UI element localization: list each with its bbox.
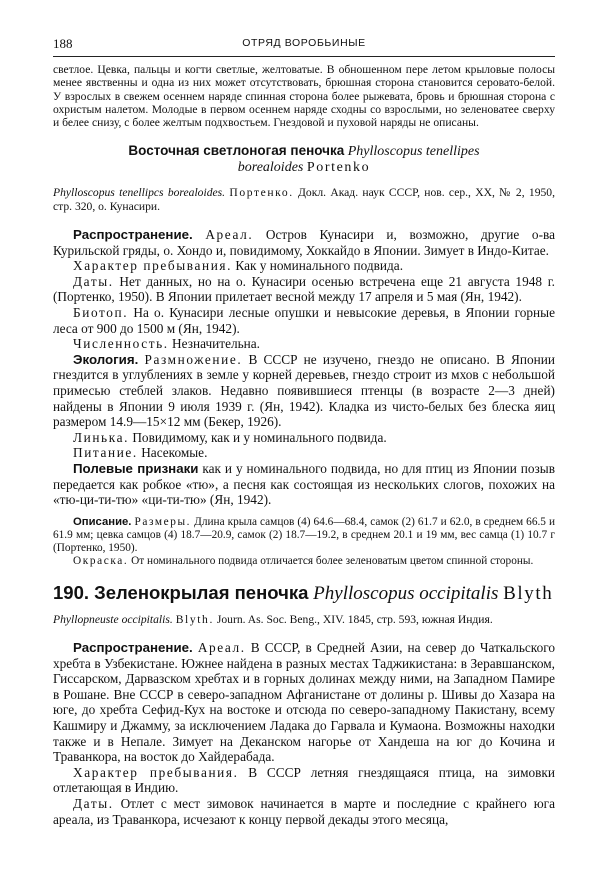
species-reference [53, 613, 555, 626]
intro-paragraph: светлое. Цевка, пальцы и когти светлые, желтоватые. В обношенном пере летом крыловые полосы менее явственны и одна из них может отсутствовать, брюшная сторона становится серовато-белой. У взрослых в свежем осеннем наряде спинная сторона более рыжевата, бровь и брюшная сторона с охристым налетом. Молодые в первом осеннем наряде сходны со взрослыми, но зеленоватее сверху и белее снизу, с более желтым подхвостьем. Гнездовой и пуховой наряды не описаны. [53, 63, 555, 130]
running-title: ОТРЯД ВОРОБЬИНЫЕ [242, 37, 366, 49]
distribution-label: Распространение. [73, 227, 193, 243]
subspecies-title-author: Portenko [306, 160, 371, 176]
stay-label: Характер пребывания. [73, 258, 233, 274]
subspecies-reference [53, 186, 555, 213]
biotope-label: Биотоп. [73, 305, 129, 321]
areal-label: Ареал. [205, 227, 254, 243]
coloration-text: От номинального подвида отличается более зеленоватым цветом спинной стороны. [131, 554, 534, 567]
species-latin: Phylloscopus occipitalis [313, 582, 499, 604]
subspecies-ref-text: Докл. Акад. наук СССР, нов. сер., XX, № 2, 1950, стр. 320, о. Кунасири. [53, 186, 555, 213]
subspecies-title-ru: Восточная светлоногая пеночка [128, 143, 345, 159]
abundance-label: Численность. [73, 336, 169, 352]
species-ref-latin: Phyllopneuste occipitalis. [53, 612, 173, 626]
species-stay-text: В СССР летняя гнездящаяся птица, на зимовки отлетающая в Индию. [53, 764, 555, 796]
dates-label: Даты. [73, 273, 114, 289]
subspecies-molt [53, 430, 555, 446]
species-distribution-label: Распространение. [73, 640, 193, 656]
subspecies-coloration [53, 555, 555, 568]
subspecies-title-latin-2: borealoides [237, 160, 304, 176]
species-author: Blyth [503, 582, 554, 604]
molt-label: Линька. [73, 429, 129, 445]
field-marks-label: Полевые признаки [73, 460, 199, 476]
subspecies-distribution [53, 227, 555, 258]
page-header [53, 36, 555, 54]
page-number: 188 [53, 36, 73, 51]
species-areal-label: Ареал. [197, 640, 246, 656]
species-title [53, 582, 555, 605]
food-text: Насекомые. [141, 445, 208, 461]
subspecies-dates [53, 274, 555, 305]
header-rule [53, 56, 555, 57]
book-page [53, 36, 555, 827]
species-ref-text: Journ. As. Soc. Beng., XIV. 1845, стр. 593, южная Индия. [216, 612, 493, 626]
subspecies-ref-author: Портенко. [229, 186, 294, 200]
species-dates-text: Отлет с мест зимовок начинается в марте и последние с крайнего юга ареала, из Траванкора, исчезают к концу первой декады этого месяца, [53, 796, 555, 827]
species-distribution-text: В СССР, в Средней Азии, на север до Чаткальского хребта в Узбекистане. Южнее найдена в разных местах Таджикистана: в Зеравшанском, Гиссарском, Дарвазском хребтах и в горных долинах между ними, на Западном Памире в Рошане. Вне СССР в северо-западном Афганистане от долины р. Шивы до Хазара на юге, до хребта Сефид-Кух на востоке и отсюда по северо-западному Пакистану, всему Кашмиру и Джамму, за исключением Ладака до Гарвала и Кумаона. Возможны находки также и в Непале. Зимует на Деканском нагорье от Хандеша на юг до Кочина и Траванкора, на восток до Хайдерабада. [53, 640, 555, 765]
molt-text: Повидимому, как и у номинального подвида. [132, 429, 387, 445]
field-marks-text: как и у номинального подвида, но для птиц из Японии позыв передается как робкое «тю», а песня как состоящая из нескольких слогов, похожих на «тю-ци-ти-тю» «ци-ти-тю» (Ян, 1942). [53, 460, 556, 508]
ecology-text: В СССР не изучено, гнездо не описано. В Японии гнездится в углублениях в земле у корней деревьев, гнездо строит из мхов с небольшой примесью стеблей злаков. Недавно появившиеся птенцы (в возрасте 2—3 дней) найдены в Японии 9 июля 1939 г. (Ян, 1942). Кладка из чисто-белых без блеска яиц размером 14.9—15×12 мм (Бекер, 1926). [53, 351, 556, 430]
description-label: Описание. [73, 515, 132, 528]
subspecies-abundance [53, 336, 555, 352]
subspecies-title-latin-1: Phylloscopus tenellipes [347, 144, 480, 160]
coloration-label: Окраска. [73, 554, 129, 567]
subspecies-title [53, 143, 555, 176]
species-ref-author: Blyth. [175, 612, 214, 626]
ecology-label: Экология. [73, 351, 139, 367]
subspecies-ecology [53, 352, 555, 430]
subspecies-ref-latin: Phylloscopus tenellipcs borealoides. [53, 186, 226, 200]
breeding-label: Размножение. [144, 351, 243, 367]
species-dates-label: Даты. [73, 796, 114, 811]
species-dates [53, 796, 555, 827]
species-stay-label: Характер пребывания. [73, 764, 239, 780]
distribution-text: Остров Кунасири и, возможно, другие о-ва Курильской гряды, о. Хондо и, повидимому, Хоккайдо в Японии. Зимует в Индо-Китае. [53, 227, 556, 258]
abundance-text: Незначительна. [172, 336, 261, 352]
subspecies-food [53, 445, 555, 461]
species-distribution [53, 640, 555, 765]
stay-text: Как у номинального подвида. [235, 258, 404, 274]
species-number-title: 190. Зеленокрылая пеночка [53, 581, 309, 603]
food-label: Питание. [73, 445, 138, 461]
species-stay [53, 765, 555, 796]
subspecies-description [53, 516, 555, 555]
description-text: Длина крыла самцов (4) 64.6—68.4, самок (2) 61.7 и 62.0, в среднем 66.5 и 61.9 мм; цевка самцов (4) 18.7—20.9, самок (2) 18.7—19.2, в среднем 20.1 и 19 мм, вес самца (1) 10.7 г (Портенко, 1950). [53, 515, 556, 554]
subspecies-stay [53, 258, 555, 274]
biotope-text: На о. Кунасири лесные опушки и невысокие деревья, в Японии горные леса от 900 до 1500 м (Ян, 1942). [53, 305, 555, 336]
subspecies-biotope [53, 305, 555, 336]
sizes-label: Размеры. [134, 515, 192, 528]
dates-text: Нет данных, но на о. Кунасири осенью встречена еще 21 августа 1948 г. (Портенко, 1950). В Японии прилетает весной между 17 апреля и 5 мая (Ян, 1942). [53, 273, 555, 305]
subspecies-field-marks [53, 461, 555, 508]
